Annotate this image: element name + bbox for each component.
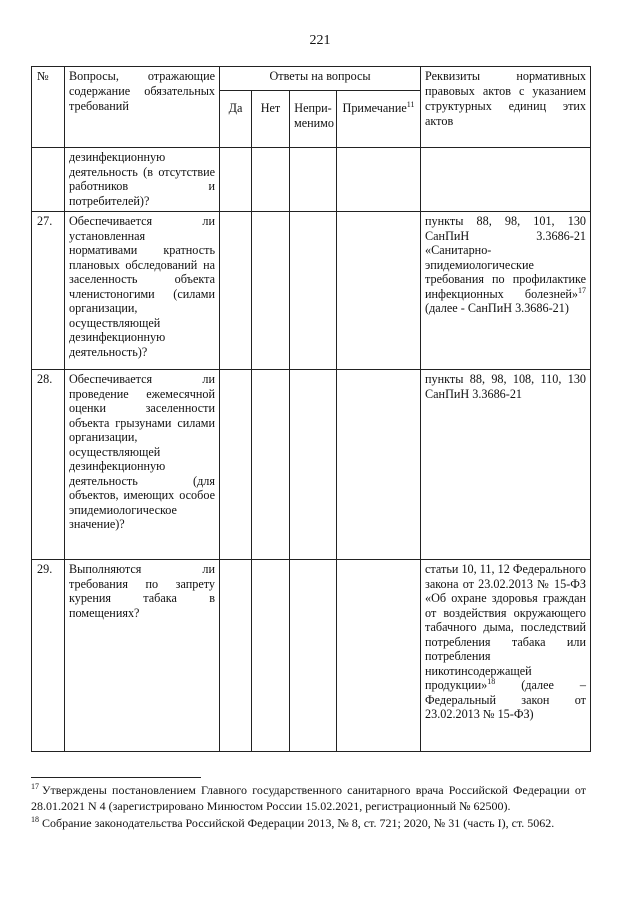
row-num: 27. — [32, 212, 65, 370]
footnote-17 — [31, 782, 586, 814]
row-question: Выполняются ли требования по запрету курения табака в помещениях? — [65, 560, 220, 752]
row-requisites-tail: (далее – Федеральный закон от 23.02.2013 № 15-ФЗ) — [425, 678, 587, 721]
row-requisites — [421, 148, 591, 212]
header-requisites: Реквизиты нормативных правовых актов с указанием структурных единиц этих актов — [421, 67, 591, 148]
table-row — [32, 370, 591, 560]
answer-yes-cell[interactable] — [220, 560, 252, 752]
answer-note-cell[interactable] — [337, 212, 421, 370]
row-requisites-text: пункты 88, 98, 108, 110, 130 СанПиН 3.3686-21 — [425, 372, 587, 401]
header-yes: Да — [220, 91, 252, 148]
answer-na-cell[interactable] — [290, 560, 337, 752]
row-requisites-sup: 18 — [487, 676, 496, 686]
requirements-table — [31, 66, 591, 752]
header-answers: Ответы на вопросы — [220, 67, 421, 91]
table-row — [32, 212, 591, 370]
row-num — [32, 148, 65, 212]
answer-na-cell[interactable] — [290, 370, 337, 560]
row-requisites-text: статьи 10, 11, 12 Федерального закона от 23.02.2013 № 15-ФЗ «Об охране здоровья граждан от воздействия окружающего табачного дыма, последствий потребления табака или потребления никотинсодержащей продукции» — [425, 562, 587, 692]
header-not-applicable: Непри- менимо — [290, 91, 337, 148]
answer-no-cell[interactable] — [252, 560, 290, 752]
answer-note-cell[interactable] — [337, 370, 421, 560]
table-header-row — [32, 67, 591, 91]
answer-no-cell[interactable] — [252, 148, 290, 212]
row-requisites — [421, 370, 591, 560]
answer-na-cell[interactable] — [290, 148, 337, 212]
footnote-mark: 17 — [31, 782, 39, 791]
answer-note-cell[interactable] — [337, 560, 421, 752]
footnote-18 — [31, 815, 586, 831]
answer-yes-cell[interactable] — [220, 212, 252, 370]
answer-na-cell[interactable] — [290, 212, 337, 370]
row-requisites-tail: (далее - СанПиН 3.3686-21) — [425, 301, 569, 315]
row-num: 28. — [32, 370, 65, 560]
row-requisites — [421, 560, 591, 752]
row-requisites-text: пункты 88, 98, 101, 130 СанПиН 3.3686-21 «Санитарно-эпидемиологические требования по профилактике инфекционных болезней» — [425, 214, 587, 301]
page-number: 221 — [309, 33, 331, 48]
footnote-text: Утверждены постановлением Главного государственного санитарного врача Российской Федерации от 28.01.2021 N 4 (зарегистрировано Минюстом России 15.02.2021, регистрационный № 62500). — [31, 783, 586, 813]
row-question: Обеспечивается ли проведение ежемесячной оценки заселенности объекта грызунами силами организации, осуществляющей дезинфекционную деятельность (для объектов, имеющих особое эпидемиологическое значение)? — [65, 370, 220, 560]
row-question: дезинфекционную деятельность (в отсутствие работников и потребителей)? — [65, 148, 220, 212]
header-note-sup: 11 — [406, 99, 415, 109]
header-note — [337, 91, 421, 148]
header-num: № — [32, 67, 65, 148]
row-requisites-sup: 17 — [578, 285, 587, 295]
header-note-label: Примечание — [342, 101, 407, 115]
answer-no-cell[interactable] — [252, 370, 290, 560]
footnote-separator — [31, 777, 201, 778]
answer-no-cell[interactable] — [252, 212, 290, 370]
answer-yes-cell[interactable] — [220, 370, 252, 560]
answer-yes-cell[interactable] — [220, 148, 252, 212]
table-row — [32, 148, 591, 212]
row-num: 29. — [32, 560, 65, 752]
footnote-mark: 18 — [31, 815, 39, 824]
header-no: Нет — [252, 91, 290, 148]
row-question: Обеспечивается ли установленная нормативами кратность плановых обследований на заселенность объекта членистоногими (силами организации, осуществляющей дезинфекционную деятельность)? — [65, 212, 220, 370]
footnotes — [31, 782, 586, 832]
footnote-text: Собрание законодательства Российской Федерации 2013, № 8, ст. 721; 2020, № 31 (часть I), ст. 5062. — [42, 816, 555, 830]
header-questions: Вопросы, отражающие содержание обязательных требований — [65, 67, 220, 148]
answer-note-cell[interactable] — [337, 148, 421, 212]
table-row — [32, 560, 591, 752]
row-requisites — [421, 212, 591, 370]
